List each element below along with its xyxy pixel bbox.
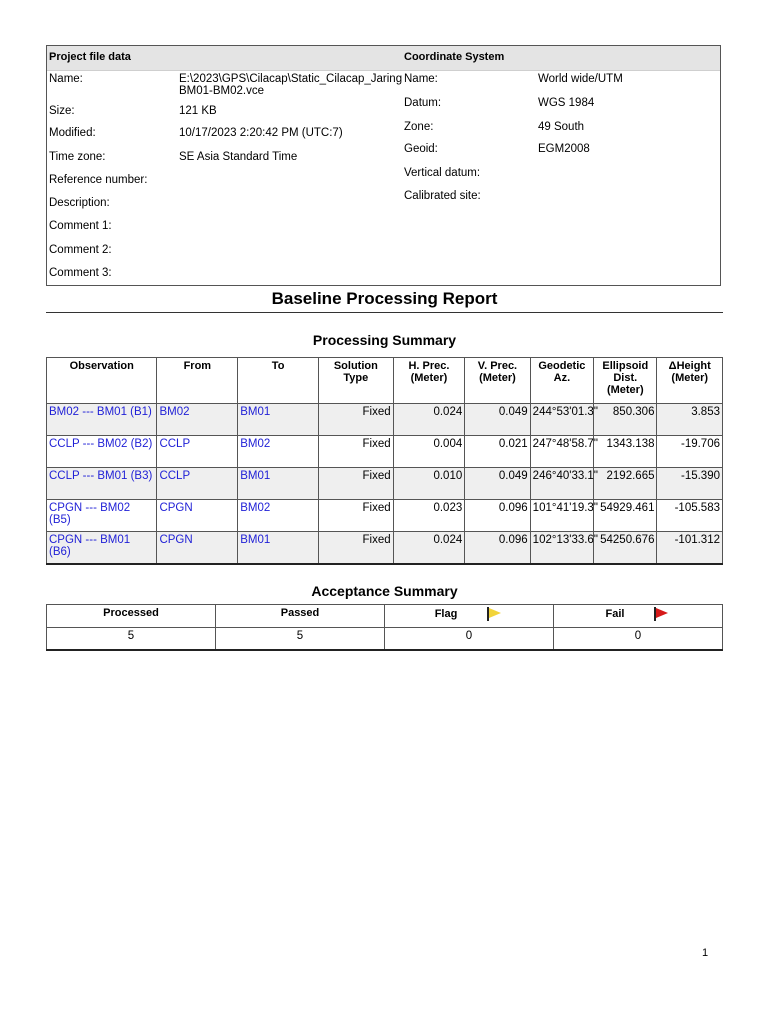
h-prec: 0.010 <box>393 468 465 500</box>
v-prec: 0.021 <box>465 436 530 468</box>
coord-datum-label: Datum: <box>404 97 442 109</box>
geodetic-az: 102°13'33.6" <box>530 532 593 565</box>
processed-count: 5 <box>47 628 216 651</box>
table-row <box>47 436 723 468</box>
observation-link[interactable]: CPGN --- BM01 (B6) <box>47 532 157 565</box>
flag-label: Flag <box>434 607 458 620</box>
coordinate-header: Coordinate System <box>404 51 505 63</box>
ellipsoid-dist: 2192.665 <box>594 468 657 500</box>
ellipsoid-dist: 1343.138 <box>594 436 657 468</box>
table-row <box>47 628 723 651</box>
project-name-value-cont: BM01-BM02.vce <box>179 85 265 97</box>
coord-name-value: World wide/UTM <box>538 73 623 85</box>
solution-type: Fixed <box>319 532 394 565</box>
page-number: 1 <box>702 947 709 959</box>
processed-label: Processed <box>103 607 159 619</box>
red-flag-icon <box>654 607 670 621</box>
from-link[interactable]: CCLP <box>157 468 238 500</box>
table-row <box>47 500 723 532</box>
fail-count: 0 <box>554 628 723 651</box>
coord-vertical-datum-label: Vertical datum: <box>404 167 481 179</box>
processing-summary-table <box>46 357 723 565</box>
ellipsoid-dist: 850.306 <box>594 404 657 436</box>
solution-type: Fixed <box>319 404 394 436</box>
h-prec: 0.023 <box>393 500 465 532</box>
solution-type: Fixed <box>319 436 394 468</box>
project-name-value: E:\2023\GPS\Cilacap\Static_Cilacap_Jaring <box>179 73 403 85</box>
delta-height: -105.583 <box>657 500 723 532</box>
title-divider <box>46 312 723 313</box>
project-description-label: Description: <box>49 197 110 209</box>
col-delta-height: ΔHeight (Meter) <box>657 358 723 404</box>
coord-zone-value: 49 South <box>538 121 585 133</box>
coord-calibrated-site-label: Calibrated site: <box>404 190 481 202</box>
project-refnum-label: Reference number: <box>49 174 148 186</box>
project-name-label: Name: <box>49 73 83 85</box>
v-prec: 0.049 <box>465 468 530 500</box>
yellow-flag-icon <box>487 607 503 621</box>
solution-type: Fixed <box>319 500 394 532</box>
project-comment1-label: Comment 1: <box>49 220 112 232</box>
project-modified-value: 10/17/2023 2:20:42 PM (UTC:7) <box>179 127 343 139</box>
h-prec: 0.004 <box>393 436 465 468</box>
project-header: Project file data <box>49 51 131 63</box>
col-ellipsoid-dist: Ellipsoid Dist. (Meter) <box>594 358 657 404</box>
col-flag <box>385 605 554 628</box>
coord-zone-label: Zone: <box>404 121 434 133</box>
project-size-value: 121 KB <box>179 105 217 117</box>
to-link[interactable]: BM02 <box>238 500 319 532</box>
h-prec: 0.024 <box>393 532 465 565</box>
coord-geoid-value: EGM2008 <box>538 143 590 155</box>
from-link[interactable]: CCLP <box>157 436 238 468</box>
geodetic-az: 247°48'58.7" <box>530 436 593 468</box>
col-to: To <box>238 358 319 404</box>
project-timezone-value: SE Asia Standard Time <box>179 151 298 163</box>
to-link[interactable]: BM01 <box>238 404 319 436</box>
solution-type: Fixed <box>319 468 394 500</box>
ellipsoid-dist: 54929.461 <box>594 500 657 532</box>
to-link[interactable]: BM01 <box>238 532 319 565</box>
to-link[interactable]: BM01 <box>238 468 319 500</box>
v-prec: 0.096 <box>465 532 530 565</box>
ellipsoid-dist: 54250.676 <box>594 532 657 565</box>
col-geodetic-az: Geodetic Az. <box>530 358 593 404</box>
observation-link[interactable]: CPGN --- BM02 (B5) <box>47 500 157 532</box>
col-from: From <box>157 358 238 404</box>
col-processed <box>47 605 216 628</box>
observation-link[interactable]: CCLP --- BM02 (B2) <box>47 436 157 468</box>
report-page <box>46 45 723 642</box>
passed-count: 5 <box>216 628 385 651</box>
col-passed <box>216 605 385 628</box>
delta-height: -19.706 <box>657 436 723 468</box>
v-prec: 0.049 <box>465 404 530 436</box>
flag-count: 0 <box>385 628 554 651</box>
v-prec: 0.096 <box>465 500 530 532</box>
project-size-label: Size: <box>49 105 75 117</box>
table-row <box>47 468 723 500</box>
table-row <box>47 532 723 565</box>
project-info-box <box>46 45 721 286</box>
observation-link[interactable]: BM02 --- BM01 (B1) <box>47 404 157 436</box>
to-link[interactable]: BM02 <box>238 436 319 468</box>
delta-height: -15.390 <box>657 468 723 500</box>
report-title: Baseline Processing Report <box>271 289 498 308</box>
h-prec: 0.024 <box>393 404 465 436</box>
acceptance-summary-title: Acceptance Summary <box>311 583 458 599</box>
coord-name-label: Name: <box>404 73 438 85</box>
acceptance-summary-table <box>46 604 723 651</box>
delta-height: 3.853 <box>657 404 723 436</box>
processing-summary-title: Processing Summary <box>312 332 457 348</box>
delta-height: -101.312 <box>657 532 723 565</box>
col-observation: Observation <box>47 358 157 404</box>
from-link[interactable]: CPGN <box>157 532 238 565</box>
from-link[interactable]: CPGN <box>157 500 238 532</box>
geodetic-az: 101°41'19.3" <box>530 500 593 532</box>
geodetic-az: 244°53'01.3" <box>530 404 593 436</box>
from-link[interactable]: BM02 <box>157 404 238 436</box>
col-v-prec: V. Prec. (Meter) <box>465 358 530 404</box>
col-h-prec: H. Prec. (Meter) <box>393 358 465 404</box>
coord-datum-value: WGS 1984 <box>538 97 595 109</box>
project-timezone-label: Time zone: <box>49 151 106 163</box>
observation-link[interactable]: CCLP --- BM01 (B3) <box>47 468 157 500</box>
geodetic-az: 246°40'33.1" <box>530 468 593 500</box>
project-comment2-label: Comment 2: <box>49 244 112 256</box>
col-fail <box>554 605 723 628</box>
info-header <box>47 46 720 71</box>
coord-geoid-label: Geoid: <box>404 143 438 155</box>
passed-label: Passed <box>280 607 320 619</box>
project-comment3-label: Comment 3: <box>49 267 112 279</box>
col-solution-type: Solution Type <box>319 358 394 404</box>
project-modified-label: Modified: <box>49 127 96 139</box>
fail-label: Fail <box>605 607 625 620</box>
table-row <box>47 404 723 436</box>
